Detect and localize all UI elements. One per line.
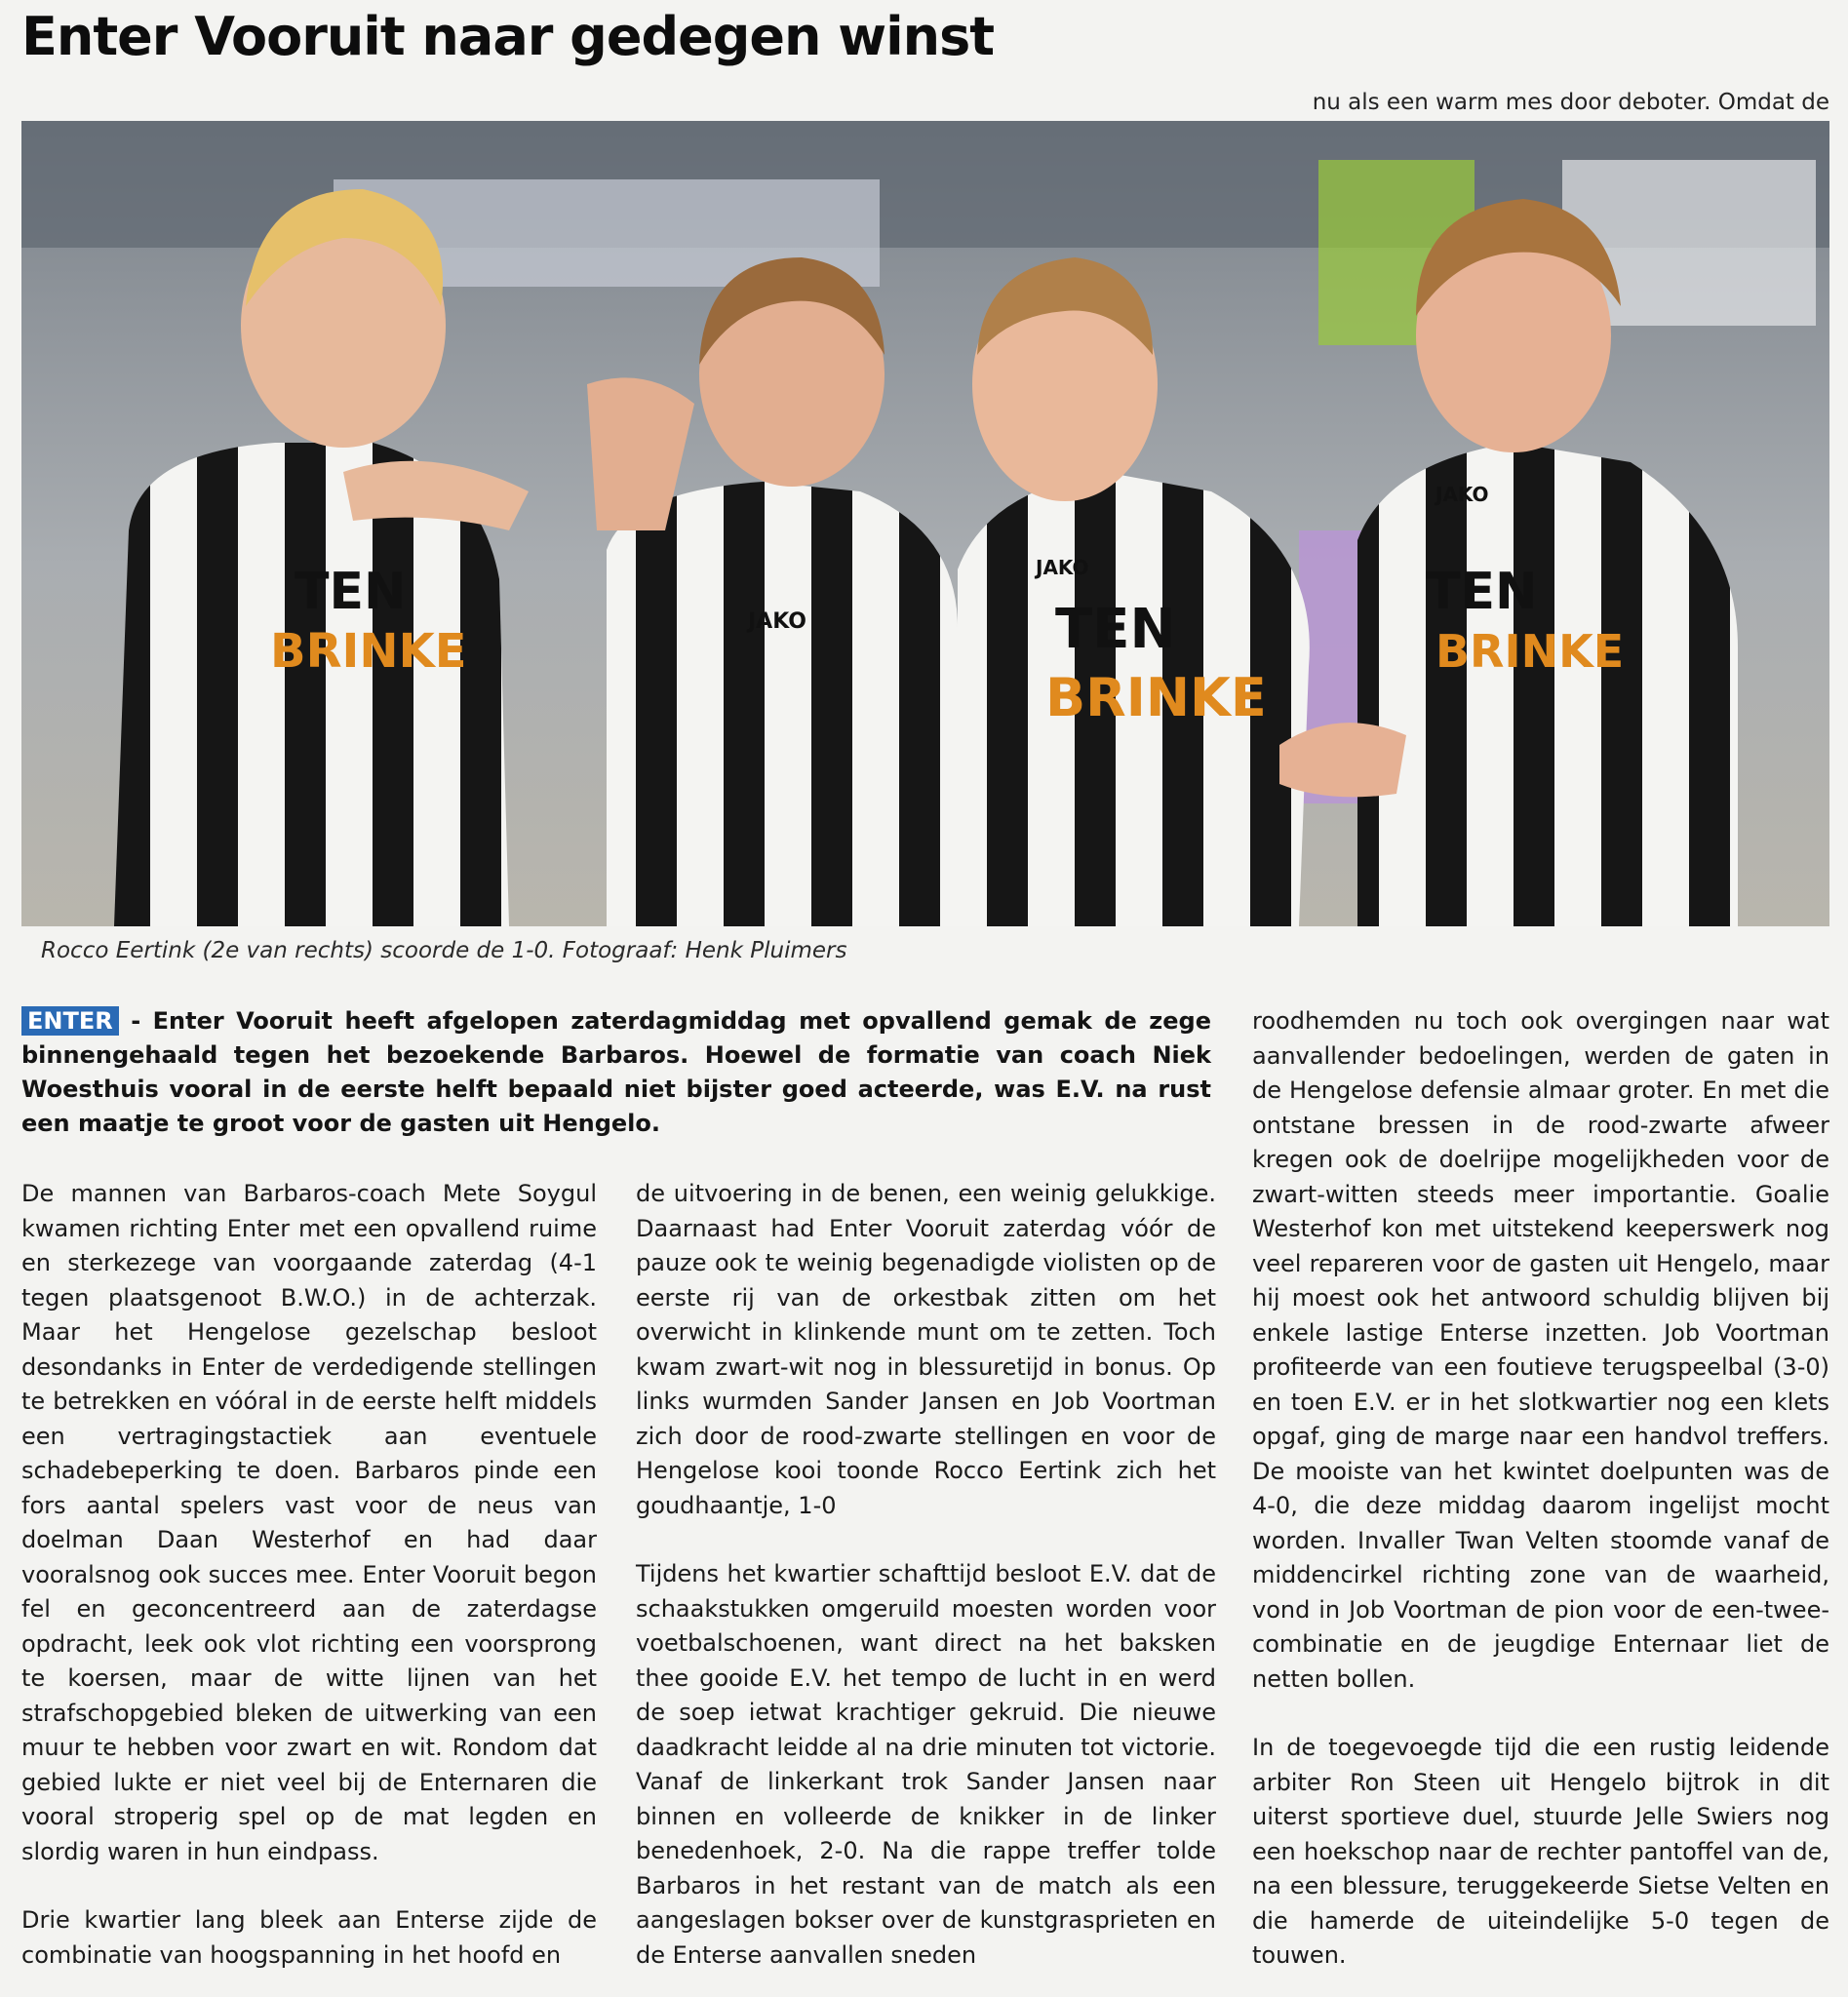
article-photo [21, 121, 1829, 926]
paragraph: de uitvoering in de benen, een weinig gelukkige. Daarnaast had Enter Vooruit zaterdag vóór de pauze ook te weinig begenadigde violisten op de eerste rij van de orkestbak zitten om het overwicht in klinkende munt om te zetten. Toch kwam zwart-wit nog in blessuretijd in bonus. Op links wurmden Sander Jansen en Job Voortman zich door de rood-zwarte stellingen en voor de Hengelose kooi toonde Rocco Eertink zich het goudhaantje, 1-0 [636, 1180, 1216, 1519]
text-column-1 [21, 1177, 597, 1973]
jersey-text-ten: TEN [1426, 563, 1538, 621]
article-intro [21, 1004, 1211, 1141]
jersey-text-ten: TEN [295, 563, 407, 621]
paragraph: De mannen van Barbaros-coach Mete Soygul kwamen richting Enter met een opvallend ruime en sterkezege van voorgaande zaterdag (4-1 tegen plaatsgenoot B.W.O.) in de achterzak. Maar het Hengelose gezelschap besloot desondanks in Enter de verdedigende stellingen te betrekken en vóóral in de eerste helft middels een vertragingstactiek aan eventuele schadebeperking te doen. Barbaros pinde een fors aantal spelers vast voor de neus van doelman Daan Westerhof en had daar vooralsnog ook succes mee. Enter Vooruit begon fel en geconcentreerd aan de zaterdagse opdracht, leek ook vlot richting een voorsprong te koersen, maar de witte lijnen van het strafschopgebied bleken de uitwerking van een muur te hebben voor zwart en wit. Rondom dat gebied lukte er niet veel bij de Enternaren die vooral stroperig spel op de mat legden en slordig waren in hun eindpass. [21, 1180, 597, 1865]
jersey-text-brinke: BRINKE [270, 624, 467, 679]
paragraph: roodhemden nu toch ook overgingen naar wat aanvallender bedoelingen, werden de gaten in de Hengelose defensie almaar groter. En met die ontstane bressen in de rood-zwarte afweer kregen ook de doelrijpe mogelijkheden voor de zwart-witten steeds meer importantie. Goalie Westerhof kon met uitstekend keeperswerk nog veel repareren voor de gasten uit Hengelo, maar hij moest ook het antwoord schuldig blijven bij enkele lastige Enterse inzetten. Job Voortman profiteerde van een foutieve terugspeelbal (3-0) en toen E.V. er in het slotkwartier nog een klets opgaf, ging de marge naar een handvol treffers. De mooiste van het kwintet doelpunten was de 4-0, die deze middag daarom ingelijst mocht worden. Invaller Twan Velten stoomde vanaf de middencirkel richting zone van de waarheid, vond in Job Voortman de pion voor de een-twee-combinatie en de jeugdige Enternaar liet de netten bollen. [1252, 1007, 1829, 1693]
dateline-tag: ENTER [21, 1006, 119, 1036]
top-continuation-text: nu als een warm mes door deboter. Omdat de [1312, 90, 1829, 115]
text-column-2 [636, 1177, 1216, 1973]
text-column-3 [1252, 1004, 1829, 1974]
jersey-brand-text: JAKO [1036, 556, 1089, 579]
jersey-brand-text: JAKO [1435, 483, 1489, 506]
paragraph: Tijdens het kwartier schafttijd besloot E.V. dat de schaakstukken omgeruild moesten worden voor voetbalschoenen, want direct na het baksken thee gooide E.V. het tempo de lucht in en werd de soep ietwat krachtiger gekruid. Die nieuwe daadkracht leidde al na drie minuten tot victorie. Vanaf de linkerkant trok Sander Jansen naar binnen en volleerde de knikker in de linker benedenhoek, 2-0. Na die rappe treffer tolde Barbaros in het restant van de match als een aangeslagen bokser over de kunstgrasprieten en de Enterse aanvallen sneden [636, 1560, 1216, 1969]
jersey-text-brinke: BRINKE [1045, 667, 1267, 728]
intro-text: - Enter Vooruit heeft afgelopen zaterdagmiddag met opvallend gemak de zege binnengehaald tegen het bezoekende Barbaros. Hoewel de formatie van coach Niek Woesthuis vooral in de eerste helft bepaald niet bijster goed acteerde, was E.V. na rust een maatje te groot voor de gasten uit Hengelo. [21, 1007, 1211, 1137]
photo-caption: Rocco Eertink (2e van rechts) scoorde de 1-0. Fotograaf: Henk Pluimers [41, 938, 847, 963]
paragraph: Drie kwartier lang bleek aan Enterse zijde de combinatie van hoogspanning in het hoofd en [21, 1906, 597, 1969]
jersey-text-brinke: BRINKE [1435, 625, 1625, 678]
headline: Enter Vooruit naar gedegen winst [21, 6, 995, 67]
paragraph: In de toegevoegde tijd die een rustig leidende arbiter Ron Steen uit Hengelo bijtrok in dit uiterst sportieve duel, stuurde Jelle Swiers nog een hoekschop naar de rechter pantoffel van de, na een blessure, teruggekeerde Sietse Velten en die hamerde de uiteindelijke 5-0 tegen de touwen. [1252, 1734, 1829, 1969]
jersey-text-ten: TEN [1055, 598, 1176, 661]
jersey-brand-text: JAKO [748, 609, 806, 634]
